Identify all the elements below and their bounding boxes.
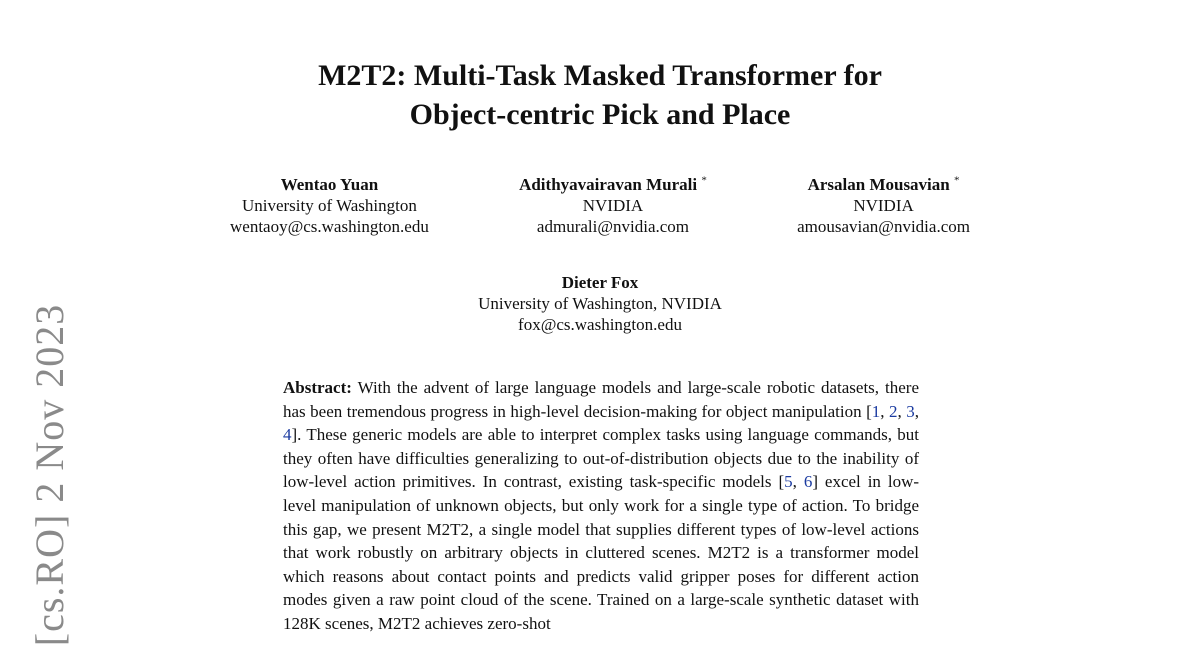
author-name: Wentao Yuan bbox=[280, 175, 379, 194]
citation-link[interactable]: 6 bbox=[803, 472, 813, 492]
citation-link[interactable]: 3 bbox=[906, 401, 915, 421]
abstract-text: , bbox=[897, 401, 907, 421]
author-name: Adithyavairavan Murali * bbox=[519, 174, 707, 194]
author-affiliation: NVIDIA bbox=[582, 196, 644, 215]
author-email[interactable]: admurali@nvidia.com bbox=[536, 217, 690, 236]
equal-contribution-mark: * bbox=[954, 174, 960, 187]
title-line-2: Object-centric Pick and Place bbox=[409, 98, 791, 131]
citation-link[interactable]: 5 bbox=[784, 472, 793, 492]
author-block-mousavian bbox=[797, 174, 970, 237]
citation-link[interactable]: 4 bbox=[283, 425, 292, 445]
abstract-text: ] excel in low-level manipulation of unknown objects, but only work for a single type of action. To bridge this gap, we present M2T2, a single model that supplies different types of low-level actions that work robustly on arbitrary objects in cluttered scenes. M2T2 is a transformer model which reasons about contact points and predicts valid gripper poses for different action modes given a raw point cloud of the scene. Trained on a large-scale synthetic dataset with 128K scenes, M2T2 achieves zero-shot bbox=[283, 472, 920, 633]
arxiv-stamp-text: [cs.RO] 2 Nov 2023 bbox=[27, 303, 73, 647]
citation-link[interactable]: 1 bbox=[871, 401, 881, 421]
title-line-1: M2T2: Multi-Task Masked Transformer for bbox=[318, 59, 882, 92]
author-affiliation: NVIDIA bbox=[853, 196, 914, 215]
author-name: Arsalan Mousavian * bbox=[807, 174, 960, 194]
citation-link[interactable]: 2 bbox=[889, 401, 898, 421]
abstract-text: , bbox=[914, 401, 920, 421]
abstract-text: ]. These generic models are able to interpret complex tasks using language commands, but they often have difficulties generalizing to out-of-distribution objects due to the inability of low-level action primitives. In contrast, existing task-specific models [ bbox=[283, 425, 919, 492]
author-affiliation: University of Washington, NVIDIA bbox=[478, 294, 722, 313]
author-name: Dieter Fox bbox=[561, 273, 639, 292]
abstract bbox=[283, 376, 919, 636]
author-email[interactable]: wentaoy@cs.washington.edu bbox=[230, 217, 429, 236]
author-affiliation: University of Washington bbox=[241, 196, 417, 215]
author-email[interactable]: fox@cs.washington.edu bbox=[518, 315, 682, 334]
abstract-text: With the advent of large language models and large-scale robotic datasets, there has been tremendous progress in high-level decision-making for object manipulation [ bbox=[283, 378, 919, 421]
abstract-label: Abstract: bbox=[283, 378, 352, 397]
abstract-text: , bbox=[880, 401, 890, 421]
author-email[interactable]: amousavian@nvidia.com bbox=[797, 217, 970, 236]
author-row bbox=[230, 174, 970, 237]
author-block-yuan bbox=[230, 174, 429, 237]
author-block-fox bbox=[400, 272, 800, 335]
abstract-text: , bbox=[792, 472, 804, 492]
paper-title bbox=[200, 56, 1000, 134]
author-block-murali bbox=[519, 174, 707, 237]
equal-contribution-mark: * bbox=[701, 174, 707, 187]
